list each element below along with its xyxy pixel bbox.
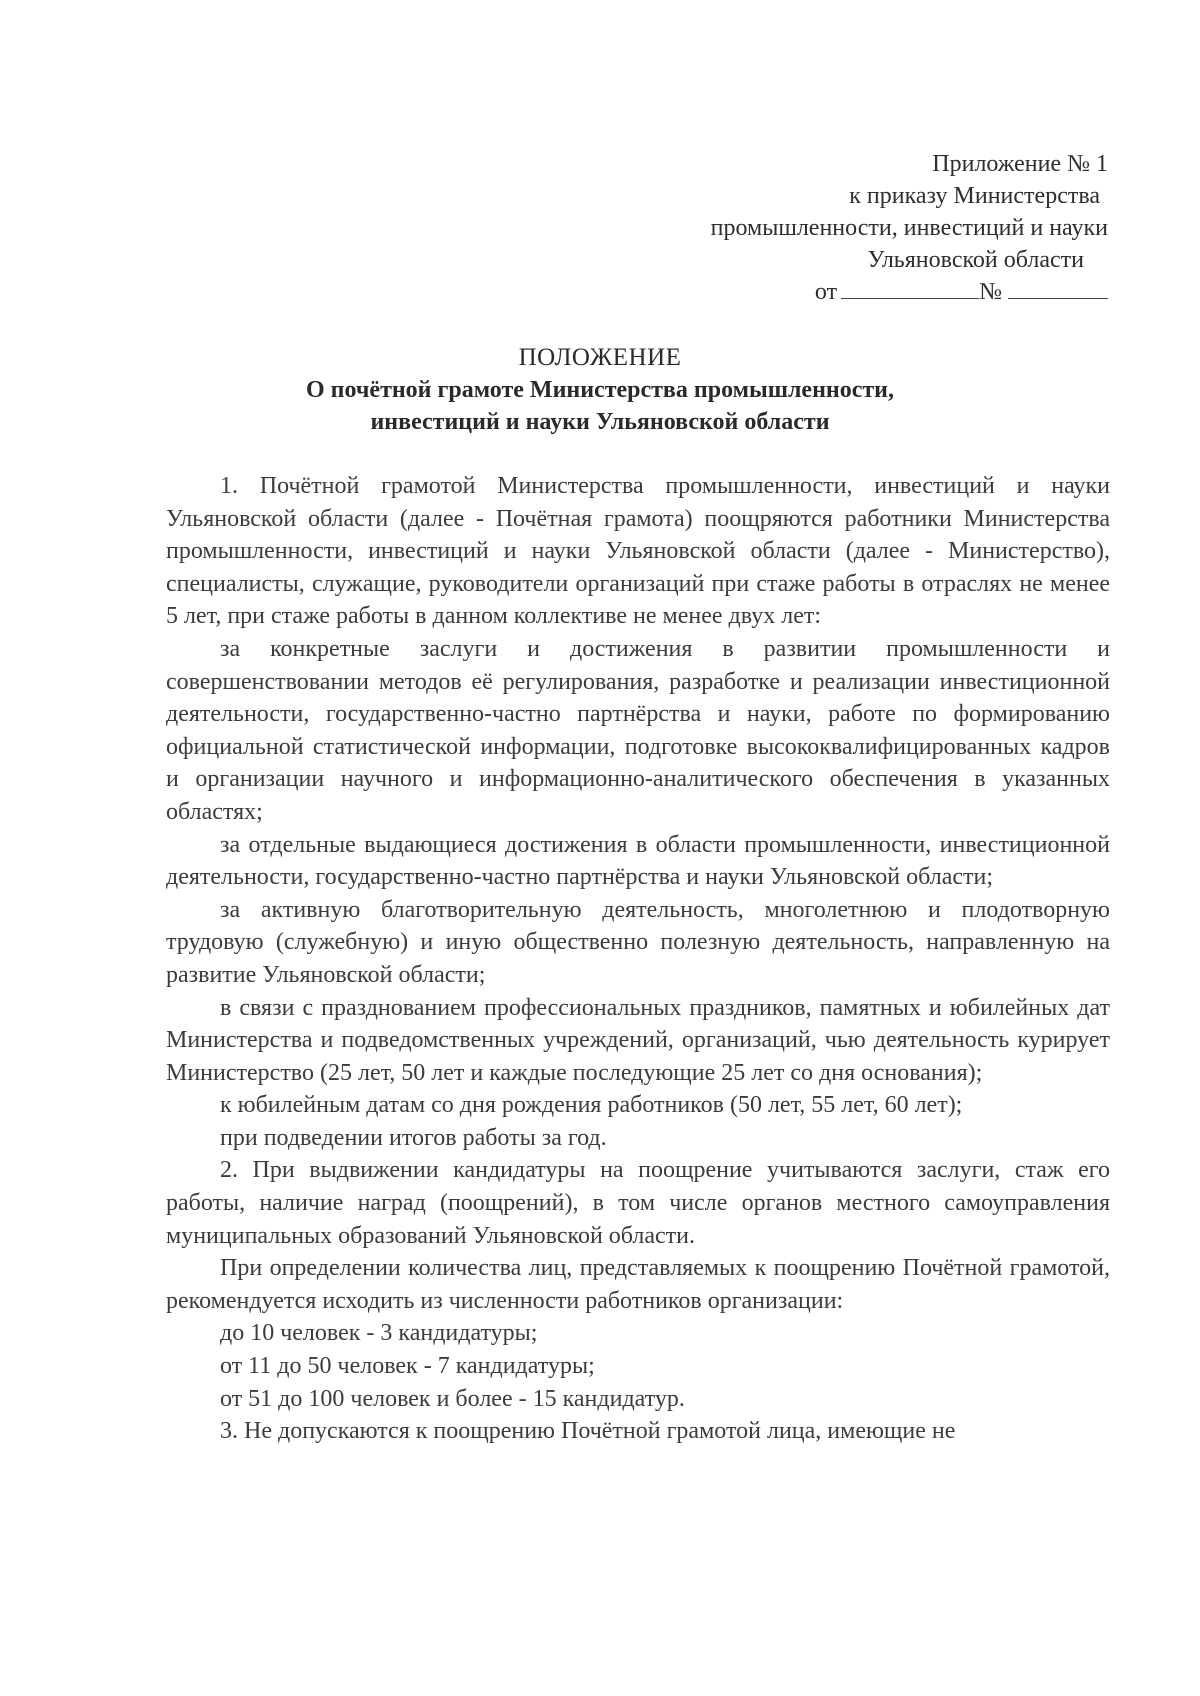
list-item-quota-50: от 11 до 50 человек - 7 кандидатуры; <box>220 1353 595 1380</box>
list-item-quota-10: до 10 человек - 3 кандидатуры; <box>220 1320 538 1347</box>
paragraph-charity: за активную благотворительную деятельность, многолетнюю и плодотворную трудовую (служебную) и иную общественно полезную деятельность, направленную на развитие Ульяновской области; <box>166 896 1110 988</box>
title-subtitle-line2: инвестиций и науки Ульяновской области <box>370 409 830 435</box>
title-subtitle-line1: О почётной грамоте Министерства промышленности, <box>306 377 894 403</box>
paragraph-2: 2. При выдвижении кандидатуры на поощрение учитываются заслуги, стаж его работы, наличие наград (поощрений), в том числе органов местного самоуправления муниципальных образований Ульяновской области. <box>166 1157 1110 1249</box>
appendix-header <box>711 148 1108 308</box>
paragraph-year-results: при подведении итогов работы за год. <box>220 1124 607 1151</box>
list-item-quota-100: от 51 до 100 человек и более - 15 кандидатур. <box>220 1385 685 1412</box>
document-body <box>166 470 1110 1448</box>
number-blank <box>1008 276 1108 299</box>
appendix-ministry: промышленности, инвестиций и науки <box>710 215 1108 241</box>
date-blank <box>841 276 979 299</box>
paragraph-anniversaries: в связи с празднованием профессиональных праздников, памятных и юбилейных дат Министерства и подведомственных учреждений, организаций, чью деятельность курирует Министерство (25 лет, 50 лет и каждые последующие 25 лет со дня основания); <box>166 994 1110 1086</box>
title-main: ПОЛОЖЕНИЕ <box>518 344 682 371</box>
paragraph-quota-intro: При определении количества лиц, представляемых к поощрению Почётной грамотой, рекомендуется исходить из численности работников организации: <box>166 1255 1110 1314</box>
paragraph-outstanding-achievements: за отдельные выдающиеся достижения в области промышленности, инвестиционной деятельности, государственно-частно партнёрства и науки Ульяновской области; <box>166 831 1110 891</box>
appendix-region: Ульяновской области <box>867 247 1084 273</box>
document-title <box>0 342 1200 438</box>
paragraph-1: 1. Почётной грамотой Министерства промышленности, инвестиций и науки Ульяновской области (далее - Почётная грамота) поощряются работники Министерства промышленности, инвестиций и науки Ульяновской области (далее - Министерство), специалисты, служащие, руководители организаций при стаже работы в отраслях не менее 5 лет, при стаже работы в данном коллективе не менее двух лет: <box>166 473 1110 630</box>
appendix-date-line <box>711 276 1108 308</box>
paragraph-birthdays: к юбилейным датам со дня рождения работников (50 лет, 55 лет, 60 лет); <box>220 1092 963 1119</box>
appendix-number: Приложение № 1 <box>932 151 1108 177</box>
number-sign: № <box>979 279 1002 305</box>
paragraph-3: 3. Не допускаются к поощрению Почётной грамотой лица, имеющие не <box>220 1418 956 1445</box>
appendix-order-ref: к приказу Министерства <box>849 183 1100 209</box>
paragraph-merit-industry: за конкретные заслуги и достижения в развитии промышленности и совершенствовании методов её регулирования, разработке и реализации инвестиционной деятельности, государственно-частно партнёрства и науки, работе по формированию официальной статистической информации, подготовке высококвалифицированных кадров и организации научного и информационно-аналитического обеспечения в указанных областях; <box>166 635 1110 825</box>
date-prefix: от <box>814 279 838 305</box>
